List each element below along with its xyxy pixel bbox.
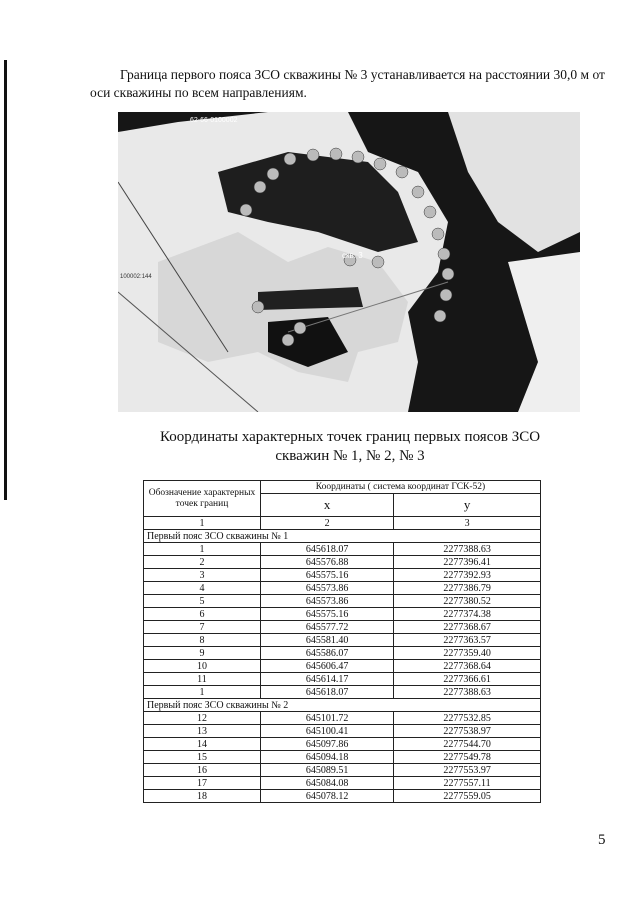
x-cell: 645618.07	[261, 543, 394, 556]
section1-title: Первый пояс ЗСО скважины № 1	[144, 530, 541, 543]
table-row	[144, 595, 541, 608]
y-cell: 2277386.79	[394, 582, 541, 595]
col-num-2: 2	[261, 517, 394, 530]
map-svg	[118, 112, 580, 412]
map-label-left: 100002:144	[120, 274, 152, 280]
table-row	[144, 660, 541, 673]
x-cell: 645573.86	[261, 595, 394, 608]
map-label-center: скв. 3	[342, 251, 363, 260]
table-row	[144, 686, 541, 699]
point-id-cell: 9	[144, 647, 261, 660]
x-header: x	[261, 494, 394, 517]
table-row	[144, 621, 541, 634]
table-title	[120, 428, 580, 466]
x-cell: 645614.17	[261, 673, 394, 686]
x-cell: 645094.18	[261, 751, 394, 764]
table-row	[144, 634, 541, 647]
col-num-1: 1	[144, 517, 261, 530]
y-cell: 2277544.70	[394, 738, 541, 751]
point-id-cell: 12	[144, 712, 261, 725]
coords-header: Координаты ( система координат ГСК-52)	[261, 481, 541, 494]
y-cell: 2277368.64	[394, 660, 541, 673]
map-image	[118, 112, 580, 412]
point-id-cell: 14	[144, 738, 261, 751]
y-cell: 2277363.57	[394, 634, 541, 647]
table-row	[144, 738, 541, 751]
point-id-cell: 2	[144, 556, 261, 569]
table-row	[144, 790, 541, 803]
point-id-cell: 18	[144, 790, 261, 803]
y-cell: 2277388.63	[394, 543, 541, 556]
x-cell: 645575.16	[261, 608, 394, 621]
point-id-cell: 6	[144, 608, 261, 621]
y-cell: 2277366.61	[394, 673, 541, 686]
table-row	[144, 647, 541, 660]
table-row	[144, 582, 541, 595]
col1-header: Обозначение характерных точек границ	[144, 481, 261, 517]
x-cell: 645575.16	[261, 569, 394, 582]
x-cell: 645618.07	[261, 686, 394, 699]
point-id-cell: 1	[144, 686, 261, 699]
table-row	[144, 751, 541, 764]
y-cell: 2277557.11	[394, 777, 541, 790]
y-cell: 2277549.78	[394, 751, 541, 764]
map-caption-top: 62-66-0100002	[190, 117, 238, 124]
x-cell: 645606.47	[261, 660, 394, 673]
col-num-3: 3	[394, 517, 541, 530]
x-cell: 645581.40	[261, 634, 394, 647]
y-cell: 2277559.05	[394, 790, 541, 803]
table-row	[144, 543, 541, 556]
x-cell: 645084.08	[261, 777, 394, 790]
page-number: 5	[598, 832, 606, 848]
x-cell: 645100.41	[261, 725, 394, 738]
point-id-cell: 17	[144, 777, 261, 790]
y-cell: 2277380.52	[394, 595, 541, 608]
point-id-cell: 8	[144, 634, 261, 647]
y-cell: 2277396.41	[394, 556, 541, 569]
x-cell: 645586.07	[261, 647, 394, 660]
x-cell: 645078.12	[261, 790, 394, 803]
point-id-cell: 7	[144, 621, 261, 634]
table-row	[144, 725, 541, 738]
y-cell: 2277392.93	[394, 569, 541, 582]
table-title-line2: скважин № 1, № 2, № 3	[275, 448, 425, 464]
y-cell: 2277374.38	[394, 608, 541, 621]
y-cell: 2277553.97	[394, 764, 541, 777]
x-cell: 645097.86	[261, 738, 394, 751]
table-row	[144, 673, 541, 686]
y-cell: 2277368.67	[394, 621, 541, 634]
table-title-line1: Координаты характерных точек границ первых поясов ЗСО	[159, 429, 541, 445]
y-cell: 2277388.63	[394, 686, 541, 699]
y-cell: 2277532.85	[394, 712, 541, 725]
table-row	[144, 608, 541, 621]
x-cell: 645089.51	[261, 764, 394, 777]
x-cell: 645577.72	[261, 621, 394, 634]
table-row	[144, 764, 541, 777]
point-id-cell: 4	[144, 582, 261, 595]
table-row	[144, 777, 541, 790]
point-id-cell: 3	[144, 569, 261, 582]
coordinates-table	[143, 480, 541, 803]
table-row	[144, 712, 541, 725]
scan-edge-bar	[4, 60, 7, 500]
point-id-cell: 13	[144, 725, 261, 738]
point-id-cell: 16	[144, 764, 261, 777]
table-row	[144, 569, 541, 582]
point-id-cell: 1	[144, 543, 261, 556]
point-id-cell: 15	[144, 751, 261, 764]
y-cell: 2277359.40	[394, 647, 541, 660]
intro-paragraph: Граница первого пояса ЗСО скважины № 3 устанавливается на расстоянии 30,0 м от оси скважины по всем направлениям.	[90, 67, 605, 100]
x-cell: 645101.72	[261, 712, 394, 725]
point-id-cell: 5	[144, 595, 261, 608]
table-row	[144, 556, 541, 569]
y-cell: 2277538.97	[394, 725, 541, 738]
point-id-cell: 11	[144, 673, 261, 686]
section2-title: Первый пояс ЗСО скважины № 2	[144, 699, 541, 712]
point-id-cell: 10	[144, 660, 261, 673]
y-header: y	[394, 494, 541, 517]
x-cell: 645576.88	[261, 556, 394, 569]
x-cell: 645573.86	[261, 582, 394, 595]
